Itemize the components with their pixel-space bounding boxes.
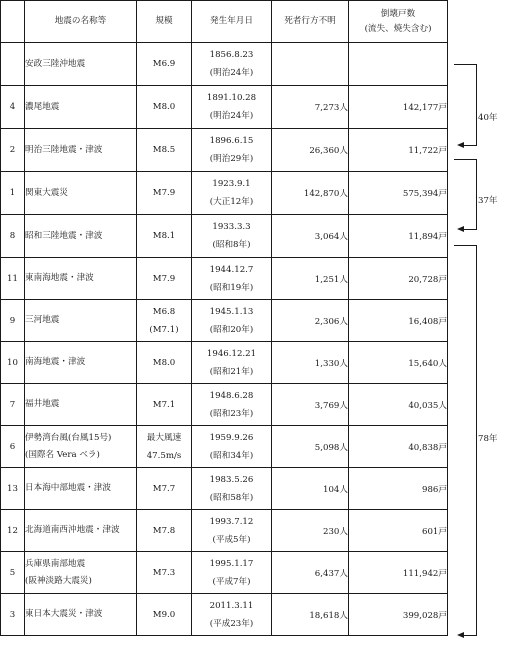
cell-scale-text: M7.9	[152, 188, 176, 198]
cell-dead-text: 5,098人	[314, 442, 348, 453]
cell-no	[1, 426, 25, 468]
cell-scale-text: M7.9	[152, 273, 176, 284]
interval-bracket-3	[454, 245, 477, 636]
cell-dead-text: 230人	[323, 526, 348, 537]
cell-houses	[349, 384, 448, 426]
cell-dead-text: 3,064人	[314, 232, 348, 242]
cell-name	[25, 468, 137, 510]
cell-date-text: (昭和20年)	[209, 324, 254, 335]
header-row	[1, 1, 448, 43]
interval-arrow-3	[457, 632, 464, 638]
cell-houses	[349, 215, 448, 258]
cell-date	[192, 215, 272, 258]
cell-houses	[349, 552, 448, 594]
cell-houses-text: 15,640人	[408, 358, 447, 369]
cell-date-text: (昭和8年)	[212, 240, 251, 250]
cell-no	[1, 86, 25, 129]
cell-no	[1, 552, 25, 594]
header-dead: 死者行方不明	[272, 1, 349, 43]
cell-date-text: 1995.1.17	[209, 558, 254, 569]
cell-name-text: 濃尾地震	[25, 101, 60, 112]
cell-no-text: 6	[9, 441, 16, 452]
header-no	[1, 1, 25, 43]
cell-scale	[137, 510, 192, 552]
cell-name-text: 安政三陸沖地震	[25, 58, 86, 69]
cell-no-text: 8	[9, 231, 16, 241]
cell-date	[192, 258, 272, 300]
cell-dead	[272, 552, 349, 594]
cell-name-text: 明治三陸地震・津波	[25, 144, 103, 155]
cell-dead-text: 6,437人	[314, 568, 348, 579]
cell-houses	[349, 86, 448, 129]
cell-date	[192, 342, 272, 384]
table-row	[1, 129, 448, 172]
table-body	[1, 43, 448, 636]
cell-no	[1, 129, 25, 172]
cell-dead	[272, 426, 349, 468]
cell-scale	[137, 258, 192, 300]
table-row	[1, 86, 448, 129]
cell-date	[192, 172, 272, 215]
cell-no-text: 1	[9, 188, 16, 198]
cell-houses-text: 399,028戸	[402, 610, 447, 621]
cell-dead-text: 1,330人	[314, 358, 348, 369]
interval-bracket-1	[454, 64, 477, 146]
cell-date-text: 1896.6.15	[209, 136, 254, 146]
cell-name-text: 東南海地震・津波	[25, 273, 94, 283]
cell-scale	[137, 552, 192, 594]
table-row	[1, 342, 448, 384]
cell-scale-text: M8.0	[152, 357, 176, 368]
cell-houses-text: 575,394戸	[402, 189, 447, 199]
cell-no-text: 13	[7, 483, 18, 494]
cell-name	[25, 426, 137, 468]
header-houses-title: 倒壊戸数	[380, 8, 416, 19]
interval-label-2: 37年	[478, 196, 498, 206]
cell-houses	[349, 510, 448, 552]
interval-label-3: 78年	[478, 434, 498, 444]
cell-scale-text: M7.8	[152, 525, 176, 536]
cell-date	[192, 43, 272, 86]
cell-date-text: 1945.1.13	[209, 306, 254, 317]
cell-date	[192, 86, 272, 129]
cell-name	[25, 594, 137, 636]
cell-scale-text: 47.5m/s	[146, 450, 182, 461]
cell-name-text: 日本海中部地震・津波	[25, 483, 111, 493]
cell-houses-text: 40,035人	[408, 400, 447, 411]
cell-scale	[137, 215, 192, 258]
interval-arrow-line-1	[462, 145, 476, 146]
cell-no	[1, 510, 25, 552]
cell-houses-text: 11,894戸	[408, 232, 447, 242]
cell-date-text: (昭和19年)	[209, 282, 254, 293]
cell-name	[25, 342, 137, 384]
cell-dead	[272, 300, 349, 342]
header-name: 地震の名称等	[25, 1, 137, 43]
cell-houses	[349, 342, 448, 384]
cell-dead	[272, 129, 349, 172]
cell-houses	[349, 43, 448, 86]
cell-name	[25, 384, 137, 426]
cell-date-text: 1856.8.23	[209, 50, 254, 60]
cell-name	[25, 172, 137, 215]
interval-bracket-2	[454, 159, 477, 230]
cell-no	[1, 468, 25, 510]
cell-name-text: 南海地震・津波	[25, 357, 86, 367]
table-row	[1, 468, 448, 510]
cell-name-text: 北海道南西沖地震・津波	[25, 525, 120, 535]
cell-scale	[137, 43, 192, 86]
cell-no-text: 5	[9, 567, 16, 578]
cell-name-text: 三河地震	[25, 315, 60, 325]
cell-name-text: 伊勢湾台風(台風15号)	[25, 432, 112, 443]
cell-date-text: (明治24年)	[209, 68, 254, 78]
cell-scale	[137, 86, 192, 129]
cell-scale	[137, 129, 192, 172]
cell-date-text: (平成5年)	[212, 534, 251, 545]
cell-no-text: 4	[9, 102, 16, 112]
table-row	[1, 426, 448, 468]
cell-dead	[272, 594, 349, 636]
cell-dead	[272, 86, 349, 129]
cell-no	[1, 342, 25, 384]
header-date: 発生年月日	[192, 1, 272, 43]
cell-name-text: 昭和三陸地震・津波	[25, 230, 103, 241]
cell-dead-text: 18,618人	[309, 610, 348, 621]
cell-no-text: 11	[7, 273, 18, 284]
table-row	[1, 594, 448, 636]
cell-houses	[349, 426, 448, 468]
cell-scale	[137, 594, 192, 636]
cell-name-text: 関東大震災	[25, 187, 68, 198]
cell-date-text: 1959.9.26	[209, 432, 254, 443]
cell-scale-text: M7.7	[152, 483, 176, 494]
cell-name-text: 東日本大震災・津波	[25, 609, 103, 619]
cell-date-text: (昭和21年)	[209, 366, 254, 377]
cell-no-text: 12	[7, 525, 18, 536]
cell-scale	[137, 342, 192, 384]
cell-scale-text: M7.3	[152, 567, 176, 578]
cell-name-text: 福井地震	[25, 399, 60, 409]
cell-no	[1, 172, 25, 215]
cell-no	[1, 258, 25, 300]
cell-date-text: (大正12年)	[209, 197, 254, 207]
cell-scale	[137, 384, 192, 426]
cell-date-text: 1923.9.1	[212, 179, 251, 189]
cell-houses-text: 40,838戸	[408, 442, 447, 453]
cell-date	[192, 594, 272, 636]
cell-name	[25, 510, 137, 552]
cell-name	[25, 215, 137, 258]
table-row	[1, 384, 448, 426]
cell-no	[1, 215, 25, 258]
cell-date-text: (明治29年)	[209, 154, 254, 164]
cell-dead-text: 1,251人	[314, 274, 348, 285]
cell-date-text: (昭和34年)	[209, 450, 254, 461]
cell-date	[192, 510, 272, 552]
cell-houses-text: 11,722戸	[408, 146, 447, 156]
cell-date	[192, 552, 272, 594]
cell-no	[1, 300, 25, 342]
cell-name-text: 兵庫県南部地震	[25, 558, 86, 569]
cell-dead	[272, 384, 349, 426]
cell-dead-text: 7,273人	[314, 103, 348, 113]
cell-houses-text: 16,408戸	[408, 316, 447, 327]
cell-date-text: 1891.10.28	[206, 93, 257, 103]
cell-date-text: (明治24年)	[209, 111, 254, 121]
cell-scale	[137, 300, 192, 342]
cell-date-text: (平成23年)	[209, 618, 254, 629]
cell-no-text: 9	[9, 315, 16, 326]
cell-date	[192, 426, 272, 468]
cell-no-text: 7	[9, 399, 16, 410]
cell-scale-text: M8.1	[152, 231, 176, 241]
cell-dead	[272, 342, 349, 384]
cell-date-text: (昭和58年)	[209, 492, 254, 503]
cell-houses	[349, 129, 448, 172]
cell-scale-text: (M7.1)	[149, 324, 179, 335]
cell-date	[192, 129, 272, 172]
cell-dead	[272, 172, 349, 215]
cell-scale-text: M8.5	[152, 145, 176, 155]
cell-date	[192, 468, 272, 510]
header-houses-note: (流失、焼失含む)	[364, 23, 432, 34]
cell-dead	[272, 258, 349, 300]
cell-date	[192, 300, 272, 342]
cell-name-text: (阪神淡路大震災)	[25, 575, 92, 586]
cell-dead-text: 2,306人	[314, 316, 348, 327]
cell-no-text: 2	[9, 145, 16, 155]
cell-houses	[349, 258, 448, 300]
cell-name	[25, 258, 137, 300]
cell-date	[192, 384, 272, 426]
cell-houses	[349, 594, 448, 636]
cell-date-text: 1948.6.28	[209, 390, 254, 401]
table-row	[1, 510, 448, 552]
cell-date-text: 1993.7.12	[209, 516, 254, 527]
header-houses	[349, 1, 448, 43]
table-row	[1, 258, 448, 300]
cell-dead-text: 3,769人	[314, 400, 348, 411]
cell-scale-text: M6.9	[152, 59, 176, 69]
cell-houses-text: 601戸	[422, 526, 447, 537]
cell-dead-text: 142,870人	[303, 189, 348, 199]
cell-name	[25, 86, 137, 129]
cell-houses	[349, 300, 448, 342]
cell-scale-text: 最大風速	[146, 432, 182, 443]
cell-dead-text: 104人	[323, 484, 348, 495]
cell-houses	[349, 468, 448, 510]
cell-scale	[137, 468, 192, 510]
table-row	[1, 215, 448, 258]
cell-scale	[137, 426, 192, 468]
cell-date-text: (平成7年)	[212, 576, 251, 587]
interval-arrow-1	[457, 142, 464, 148]
cell-date-text: 2011.3.11	[209, 600, 254, 611]
cell-no	[1, 384, 25, 426]
cell-houses-text: 986戸	[422, 484, 447, 495]
cell-houses-text: 111,942戸	[402, 568, 447, 579]
cell-date-text: 1944.12.7	[209, 264, 254, 275]
cell-name	[25, 43, 137, 86]
header-scale: 規模	[137, 1, 192, 43]
table-row	[1, 300, 448, 342]
cell-name	[25, 300, 137, 342]
cell-no-text: 10	[7, 357, 18, 368]
cell-name	[25, 552, 137, 594]
cell-dead	[272, 468, 349, 510]
table-row	[1, 43, 448, 86]
cell-no	[1, 594, 25, 636]
cell-scale	[137, 172, 192, 215]
cell-dead-text: 26,360人	[309, 146, 348, 156]
cell-date-text: 1946.12.21	[206, 348, 257, 359]
cell-scale-text: M6.8	[152, 306, 176, 317]
cell-houses	[349, 172, 448, 215]
cell-scale-text: M7.1	[152, 399, 176, 410]
cell-dead	[272, 215, 349, 258]
interval-arrow-2	[457, 226, 464, 232]
table-row	[1, 172, 448, 215]
cell-houses-text: 20,728戸	[408, 274, 447, 285]
table-row	[1, 552, 448, 594]
cell-scale-text: M8.0	[152, 102, 176, 112]
interval-label-1: 40年	[478, 113, 498, 123]
cell-date-text: 1933.3.3	[212, 222, 251, 232]
cell-no	[1, 43, 25, 86]
cell-scale-text: M9.0	[152, 609, 176, 620]
cell-houses-text: 142,177戸	[402, 103, 447, 113]
cell-date-text: 1983.5.26	[209, 474, 254, 485]
cell-date-text: (昭和23年)	[209, 408, 254, 419]
interval-arrow-line-2	[462, 229, 476, 230]
cell-dead	[272, 43, 349, 86]
cell-no-text: 3	[9, 609, 16, 620]
interval-arrow-line-3	[462, 635, 476, 636]
cell-dead	[272, 510, 349, 552]
cell-name	[25, 129, 137, 172]
cell-name-text: (国際名 Vera ベラ)	[25, 449, 100, 460]
